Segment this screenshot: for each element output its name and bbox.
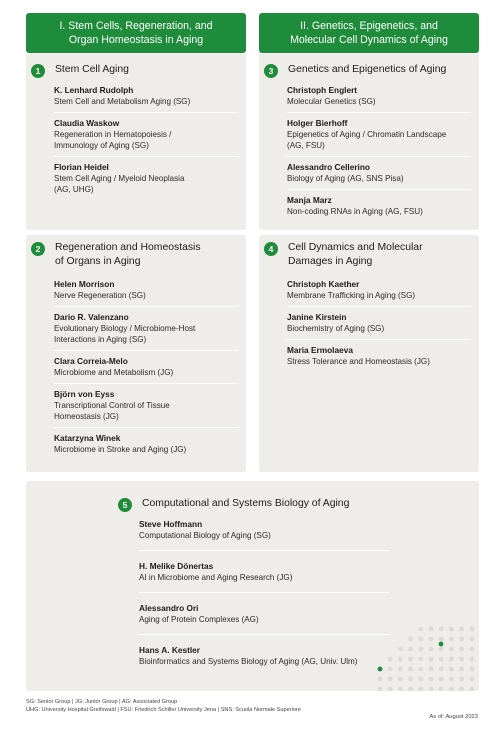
member-name: Christoph Kaether	[287, 279, 360, 289]
section-title: Cell Dynamics and Molecular Damages in Aging	[288, 242, 423, 267]
dot	[459, 677, 464, 682]
member-role: Microbiome in Stroke and Aging (JG)	[54, 445, 187, 454]
list-item	[139, 645, 389, 672]
dot	[439, 647, 444, 652]
dot	[398, 647, 403, 652]
dot	[469, 667, 474, 672]
dot	[429, 667, 434, 672]
dot	[408, 657, 413, 662]
member-name: Alessandro Ori	[139, 603, 199, 613]
dot	[378, 687, 383, 691]
dot	[418, 637, 423, 642]
list-item	[287, 85, 471, 113]
header-line: I. Stem Cells, Regeneration, and	[59, 20, 213, 32]
dot	[459, 647, 464, 652]
dot	[469, 677, 474, 682]
dot	[429, 677, 434, 682]
footer-line: UHG: University Hospital Greifswald | FSU: Friedrich Schiller University Jena | SNS: Scuola Normale Superiore	[26, 707, 301, 713]
dot	[398, 677, 403, 682]
list-item	[287, 279, 471, 307]
member-role: Membrane Trafficking in Aging (SG)	[287, 291, 416, 300]
dot	[408, 647, 413, 652]
section-number-badge: 2	[31, 242, 45, 256]
header-genetics	[259, 13, 479, 53]
header-line: II. Genetics, Epigenetics, and	[300, 20, 438, 32]
member-role: Nerve Regeneration (SG)	[54, 291, 146, 300]
dot	[449, 677, 454, 682]
member-role: Epigenetics of Aging / Chromatin Landscape (AG, FSU)	[287, 130, 447, 150]
dot	[408, 677, 413, 682]
list-item	[287, 345, 471, 372]
dot	[439, 637, 444, 642]
member-role: Molecular Genetics (SG)	[287, 97, 376, 106]
member-name: Hans A. Kestler	[139, 645, 201, 655]
decorative-dot-pattern	[373, 622, 479, 691]
member-name: Manja Marz	[287, 195, 332, 205]
member-name: Steve Hoffmann	[139, 519, 203, 529]
member-role: Stem Cell Aging / Myeloid Neoplasia (AG, UHG)	[54, 174, 185, 194]
dot	[429, 637, 434, 642]
dot	[429, 657, 434, 662]
member-role: Biochemistry of Aging (SG)	[287, 324, 385, 333]
dot	[449, 627, 454, 632]
dot	[469, 637, 474, 642]
list-item	[54, 389, 238, 428]
dot	[469, 627, 474, 632]
section-cell-dynamics	[259, 235, 479, 472]
member-role: Aging of Protein Complexes (AG)	[139, 615, 259, 624]
member-role: AI in Microbiome and Aging Research (JG)	[139, 573, 293, 582]
member-list	[54, 279, 238, 465]
member-name: Katarzyna Winek	[54, 433, 121, 443]
list-item	[54, 279, 238, 307]
member-list	[287, 85, 471, 227]
list-item	[139, 519, 389, 551]
dot	[449, 667, 454, 672]
dot	[418, 627, 423, 632]
section-regeneration-homeostasis	[26, 235, 246, 472]
section-title: Stem Cell Aging	[55, 64, 129, 75]
header-line: Molecular Cell Dynamics of Aging	[290, 34, 448, 46]
dot	[439, 627, 444, 632]
member-role: Microbiome and Metabolism (JG)	[54, 368, 174, 377]
member-role: Computational Biology of Aging (SG)	[139, 531, 271, 540]
list-item	[54, 85, 238, 113]
dot	[449, 657, 454, 662]
member-name: H. Melike Dönertas	[139, 561, 214, 571]
list-item	[54, 162, 238, 200]
dot	[418, 687, 423, 691]
section-number-badge: 1	[31, 64, 45, 78]
dot	[378, 677, 383, 682]
section-number-badge: 4	[264, 242, 278, 256]
member-list	[54, 85, 238, 205]
list-item	[139, 603, 389, 635]
member-role: Stress Tolerance and Homeostasis (JG)	[287, 357, 430, 366]
member-name: Christoph Englert	[287, 85, 358, 95]
dot	[459, 627, 464, 632]
member-name: Helen Morrison	[54, 279, 115, 289]
list-item	[54, 356, 238, 384]
section-title: Genetics and Epigenetics of Aging	[288, 64, 447, 75]
member-list	[139, 519, 389, 677]
dot	[408, 667, 413, 672]
footer-legend	[26, 698, 301, 714]
dot	[469, 657, 474, 662]
dot	[418, 677, 423, 682]
section-genetics-epigenetics	[259, 54, 479, 230]
member-name: Janine Kirstein	[287, 312, 347, 322]
member-role: Bioinformatics and Systems Biology of Aging (AG, Univ. Ulm)	[139, 657, 358, 666]
dot	[418, 647, 423, 652]
dot	[388, 657, 393, 662]
member-name: Björn von Eyss	[54, 389, 115, 399]
dot	[459, 657, 464, 662]
member-name: Maria Ermolaeva	[287, 345, 353, 355]
dot	[469, 647, 474, 652]
list-item	[54, 433, 238, 460]
dot	[418, 667, 423, 672]
dot	[459, 637, 464, 642]
list-item	[287, 162, 471, 190]
dot	[439, 687, 444, 691]
list-item	[287, 195, 471, 222]
dot	[459, 687, 464, 691]
dot	[429, 687, 434, 691]
dot	[388, 677, 393, 682]
list-item	[54, 118, 238, 157]
dot	[449, 647, 454, 652]
dot	[459, 667, 464, 672]
dot	[439, 667, 444, 672]
member-name: Alessandro Cellerino	[287, 162, 370, 172]
as-of-date: As of: August 2023	[429, 714, 478, 720]
header-line: Organ Homeostasis in Aging	[68, 34, 204, 46]
dot-grid	[378, 627, 479, 691]
dot	[429, 627, 434, 632]
section-title: Regeneration and Homeostasis of Organs in Aging	[55, 242, 201, 267]
list-item	[54, 312, 238, 351]
member-role: Evolutionary Biology / Microbiome-Host Interactions in Aging (SG)	[54, 324, 196, 344]
dot	[469, 687, 474, 691]
member-role: Non-coding RNAs in Aging (AG, FSU)	[287, 207, 423, 216]
section-computational-systems-biology	[26, 481, 479, 691]
dot	[388, 687, 393, 691]
section-number-badge: 5	[118, 498, 132, 512]
member-role: Stem Cell and Metabolism Aging (SG)	[54, 97, 191, 106]
header-stem-cells	[26, 13, 246, 53]
dot	[439, 677, 444, 682]
member-name: Florian Heidel	[54, 162, 109, 172]
member-name: Claudia Waskow	[54, 118, 120, 128]
dot	[408, 637, 413, 642]
dot	[408, 687, 413, 691]
list-item	[287, 118, 471, 157]
member-name: Holger Bierhoff	[287, 118, 348, 128]
dot	[398, 667, 403, 672]
dot	[418, 657, 423, 662]
member-role: Biology of Aging (AG, SNS Pisa)	[287, 174, 404, 183]
list-item	[287, 312, 471, 340]
section-title: Computational and Systems Biology of Aging	[142, 498, 350, 509]
member-name: Clara Correia-Melo	[54, 356, 128, 366]
dot	[439, 657, 444, 662]
dot	[398, 657, 403, 662]
section-stem-cell-aging	[26, 54, 246, 230]
dot	[398, 687, 403, 691]
dot	[388, 667, 393, 672]
list-item	[139, 561, 389, 593]
footer-line: SG: Senior Group | JG: Junior Group | AG: Associated Group	[26, 699, 178, 705]
dot	[449, 687, 454, 691]
section-number-badge: 3	[264, 64, 278, 78]
member-list	[287, 279, 471, 377]
member-role: Regeneration in Hematopoiesis / Immunology of Aging (SG)	[54, 130, 172, 150]
member-role: Transcriptional Control of Tissue Homeostasis (JG)	[54, 401, 170, 421]
dot	[449, 637, 454, 642]
member-name: K. Lenhard Rudolph	[54, 85, 134, 95]
dot	[429, 647, 434, 652]
member-name: Dario R. Valenzano	[54, 312, 129, 322]
